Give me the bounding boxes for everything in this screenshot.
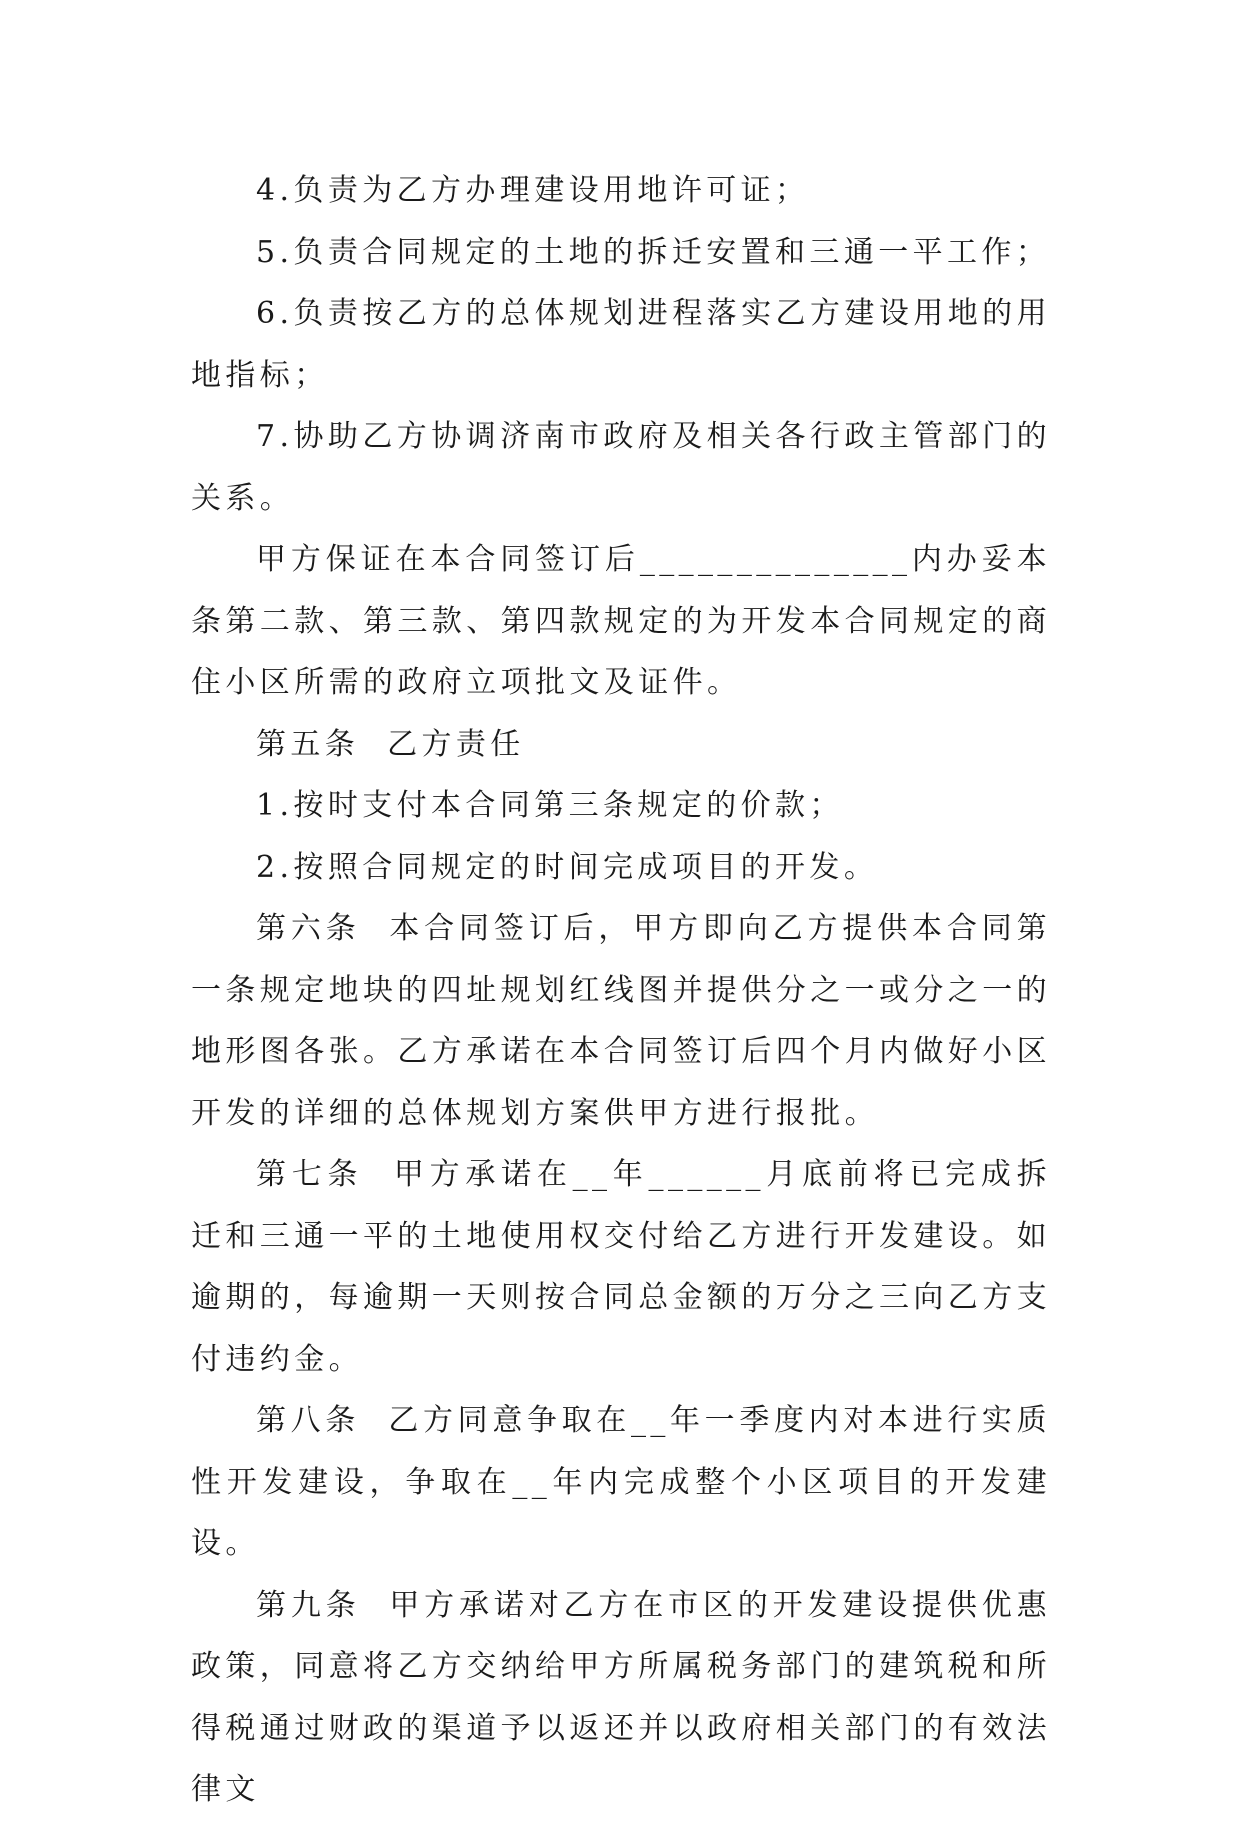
paragraph-clause-4-5: 5.负责合同规定的土地的拆迁安置和三通一平工作； <box>256 234 1051 270</box>
article-8: 第八条 乙方同意争取在__年一季度内对本进行实质性开发建设，争取在__年内完成整个小区项目的开发建设。 <box>191 1403 1051 1561</box>
paragraph-clause-5-1: 1.按时支付本合同第三条规定的价款； <box>256 788 844 823</box>
contract-body <box>191 160 1051 1821</box>
article-5-heading: 第五条 乙方责任 <box>256 726 525 762</box>
paragraph-guarantee: 甲方保证在本合同签订后______________内办妥本条第二款、第三款、第四款规定的为开发本合同规定的商住小区所需的政府立项批文及证件。 <box>191 542 1051 700</box>
paragraph-clause-4-6: 6.负责按乙方的总体规划进程落实乙方建设用地的用地指标； <box>191 296 1051 393</box>
paragraph-clause-5-2: 2.按照合同规定的时间完成项目的开发。 <box>256 849 879 885</box>
article-6: 第六条 本合同签订后，甲方即向乙方提供本合同第一条规定地块的四址规划红线图并提供分之一或分之一的地形图各张。乙方承诺在本合同签订后四个月内做好小区开发的详细的总体规划方案供甲方进行报批。 <box>191 911 1051 1131</box>
article-9: 第九条 甲方承诺对乙方在市区的开发建设提供优惠政策，同意将乙方交纳给甲方所属税务部门的建筑税和所得税通过财政的渠道予以返还并以政府相关部门的有效法律文 <box>191 1587 1051 1807</box>
paragraph-clause-4-7: 7.协助乙方协调济南市政府及相关各行政主管部门的关系。 <box>191 419 1051 516</box>
paragraph-clause-4-4: 4.负责为乙方办理建设用地许可证； <box>256 173 810 208</box>
article-7: 第七条 甲方承诺在__年______月底前将已完成拆迁和三通一平的土地使用权交付给乙方进行开发建设。如逾期的，每逾期一天则按合同总金额的万分之三向乙方支付违约金。 <box>191 1157 1051 1377</box>
